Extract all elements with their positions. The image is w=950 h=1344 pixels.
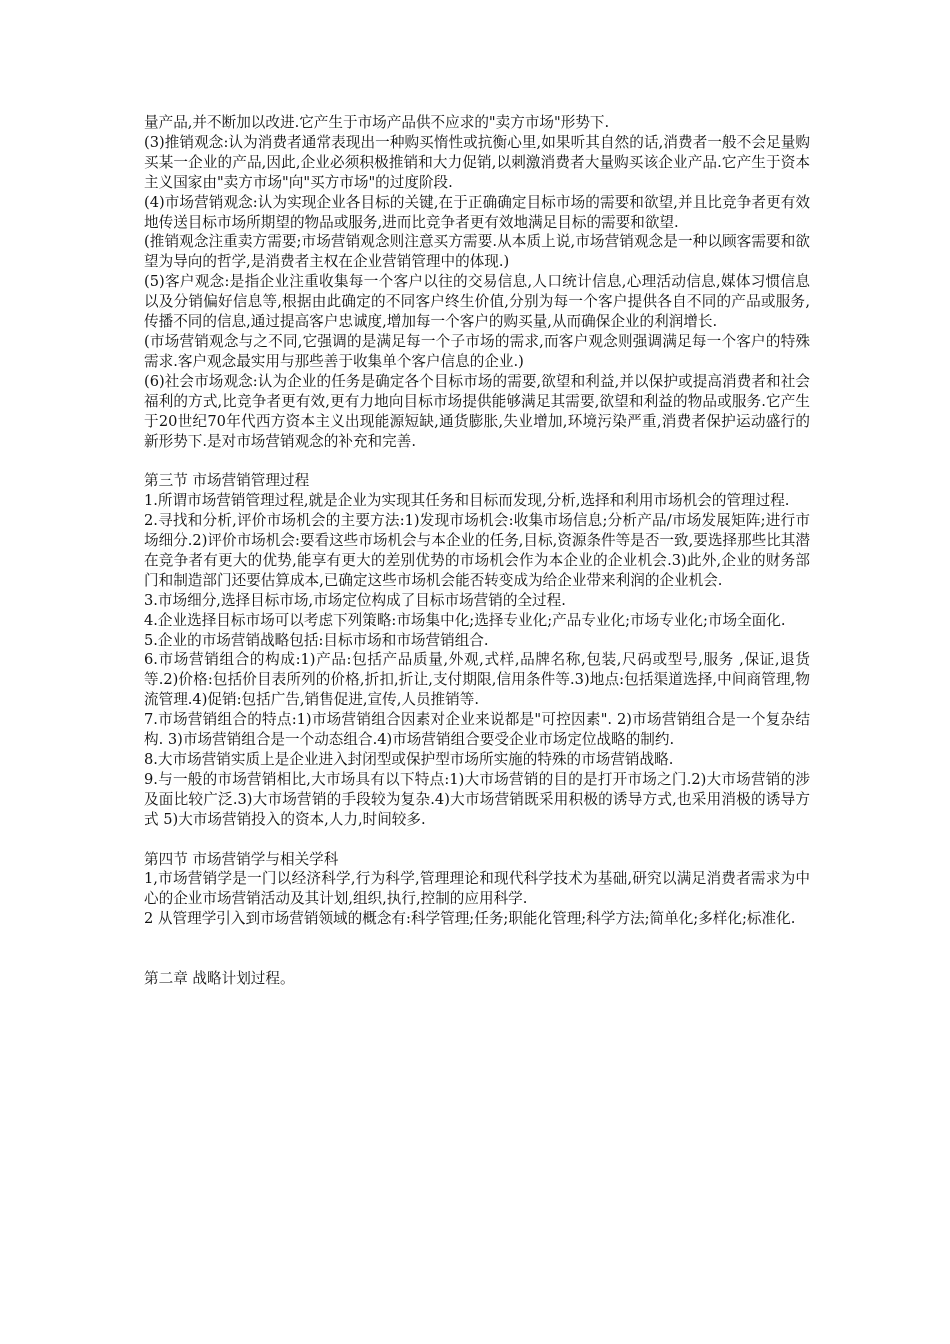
- spacer: [144, 830, 810, 850]
- section-3-heading: 第三节 市场营销管理过程: [144, 472, 310, 490]
- section-3-item-4: 4.企业选择目标市场可以考虑下列策略:市场集中化;选择专业化;产品专业化;市场专业化;市场全面化.: [144, 611, 786, 629]
- paragraph-supply-concept-end: 量产品,并不断加以改进.它产生于市场产品供不应求的"卖方市场"形势下.: [144, 114, 610, 131]
- chapter-2-heading: 第二章 战略计划过程。: [144, 969, 295, 987]
- paragraph-selling-concept: (3)推销观念:认为消费者通常表现出一种购买惰性或抗衡心里,如果听其自然的话,消费者一般不会足量购买某一企业的产品,因此,企业必须积极推销和大力促销,以刺激消费者大量购买该企业产品.它产生于资本主义国家由"卖方市场"向"买方市场"的过度阶段.: [144, 133, 810, 191]
- section-3-item-8: 8.大市场营销实质上是企业进入封闭型或保护型市场所实施的特殊的市场营销战略.: [144, 750, 674, 768]
- section-3-item-1: 1.所谓市场营销管理过程,就是企业为实现其任务和目标而发现,分析,选择和利用市场机会的管理过程.: [144, 492, 790, 510]
- section-3-item-6: 6.市场营销组合的构成:1)产品:包括产品质量,外观,式样,品牌名称,包装,尺码或型号,服务 ,保证,退货等.2)价格:包括价目表所列的价格,折扣,折让,支付期限,信用条件等.3)地点:包括渠道选择,中间商管理,物流管理.4)促销:包括广告,销售促进,宣传,人员推销等.: [144, 651, 810, 709]
- section-3-item-2: 2.寻找和分析,评价市场机会的主要方法:1)发现市场机会:收集市场信息;分析产品/市场发展矩阵;进行市场细分.2)评价市场机会:要看这些市场机会与本企业的任务,目标,资源条件等是否一致,要选择那些比其潜在竞争者有更大的优势,能享有更大的差别优势的市场机会作为本企业的企业机会.3)此外,企业的财务部门和制造部门还要估算成本,已确定这些市场机会能否转变成为给企业带来利润的企业机会.: [144, 512, 810, 589]
- section-3-item-9: 9.与一般的市场营销相比,大市场具有以下特点:1)大市场营销的目的是打开市场之门.2)大市场营销的涉及面比较广泛.3)大市场营销的手段较为复杂.4)大市场营销既采用积极的诱导方式,也采用消极的诱导方式 5)大市场营销投入的资本,人力,时间较多.: [144, 770, 810, 828]
- paragraph-selling-vs-marketing-note: (推销观念注重卖方需要;市场营销观念则注意买方需要.从本质上说,市场营销观念是一种以顾客需要和欲望为导向的哲学,是消费者主权在企业营销管理中的体现.): [144, 233, 810, 271]
- spacer: [144, 929, 810, 969]
- section-3-item-7: 7.市场营销组合的特点:1)市场营销组合因素对企业来说都是"可控因素". 2)市场营销组合是一个复杂结构. 3)市场营销组合是一个动态组合.4)市场营销组合要受企业市场定位战略的制约.: [144, 711, 810, 749]
- section-4-item-1: 1,市场营销学是一门以经济科学,行为科学,管理理论和现代科学技术为基础,研究以满足消费者需求为中心的企业市场营销活动及其计划,组织,执行,控制的应用科学.: [144, 870, 810, 908]
- paragraph-marketing-concept: (4)市场营销观念:认为实现企业各目标的关键,在于正确确定目标市场的需要和欲望,并且比竞争者更有效地传送目标市场所期望的物品或服务,进而比竞争者更有效地满足目标的需要和欲望.: [144, 193, 810, 231]
- spacer: [144, 451, 810, 471]
- section-4-item-2: 2 从管理学引入到市场营销领域的概念有:科学管理;任务;职能化管理;科学方法;简单化;多样化;标准化.: [144, 910, 796, 928]
- section-4-heading: 第四节 市场营销学与相关学科: [144, 850, 339, 868]
- paragraph-customer-concept: (5)客户观念:是指企业注重收集每一个客户以往的交易信息,人口统计信息,心理活动信息,媒体习惯信息以及分销偏好信息等,根据由此确定的不同客户终生价值,分别为每一个客户提供各自不同的产品或服务,传播不同的信息,通过提高客户忠诚度,增加每一个客户的购买量,从而确保企业的利润增长.: [144, 273, 810, 331]
- section-3-item-3: 3.市场细分,选择目标市场,市场定位构成了目标市场营销的全过程.: [144, 591, 566, 609]
- paragraph-societal-marketing-concept: (6)社会市场观念:认为企业的任务是确定各个目标市场的需要,欲望和利益,并以保护或提高消费者和社会福利的方式,比竞争者更有效,更有力地向目标市场提供能够满足其需要,欲望和利益的物品或服务.它产生于20世纪70年代西方资本主义出现能源短缺,通货膨胀,失业增加,环境污染严重,消费者保护运动盛行的新形势下.是对市场营销观念的补充和完善.: [144, 372, 810, 450]
- document-page: [144, 113, 810, 989]
- section-3-item-5: 5.企业的市场营销战略包括:目标市场和市场营销组合.: [144, 631, 489, 649]
- paragraph-customer-concept-note: (市场营销观念与之不同,它强调的是满足每一个子市场的需求,而客户观念则强调满足每一个客户的特殊需求.客户观念最实用与那些善于收集单个客户信息的企业.): [144, 332, 810, 370]
